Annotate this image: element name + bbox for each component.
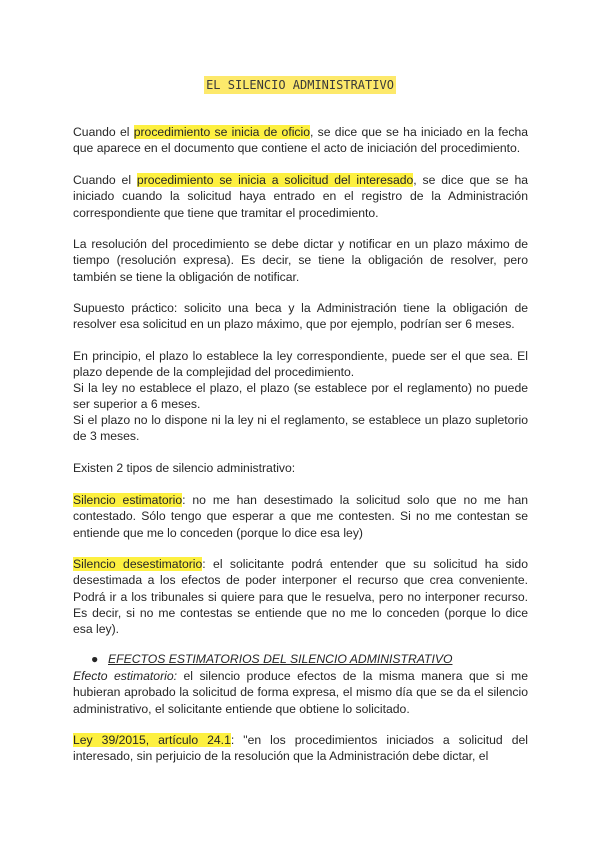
p1-pre: Cuando el <box>73 125 134 139</box>
p8-highlight: Silencio desestimatorio <box>73 557 203 571</box>
bullet-heading: EFECTOS ESTIMATORIOS DEL SILENCIO ADMINISTRATIVO <box>108 652 453 666</box>
paragraph-ley <box>73 732 528 765</box>
title-text: EL SILENCIO ADMINISTRATIVO <box>206 78 394 92</box>
p10-highlight: Ley 39/2015, artículo 24.1 <box>73 733 231 747</box>
p1-post: , se dice que se ha iniciado en la fecha que aparece en el documento que contiene el acto de iniciación del procedimiento. <box>73 125 529 156</box>
p8-post: : el solicitante podrá entender que su solicitud ha sido desestimada a los efectos de poder interponer el recurso que crea conveniente. Podrá ir a los tribunales si quiere para que le resuelva, pero no interponer recurso. Es decir, si no me contestas se entiende que no me lo conceden (porque lo dice esa ley). <box>73 557 528 637</box>
p2-highlight: procedimiento se inicia a solicitud del interesado <box>136 173 414 187</box>
p1-highlight: procedimiento se inicia de oficio <box>133 125 311 139</box>
p7-post: : no me han desestimado la solicitud solo que no me han contestado. Sólo tengo que esperar a que me contesten. Si no me contestan se entiende que me lo conceden (porque lo dice esa ley) <box>73 493 528 540</box>
paragraph-desestimatorio <box>73 556 528 637</box>
paragraph-oficio <box>73 124 528 157</box>
p10-post: : "en los procedimientos iniciados a solicitud del interesado, sin perjuicio de la resolución que la Administración debe dictar, el <box>73 733 528 764</box>
p9-post: el silencio produce efectos de la misma manera que si me hubieran aprobado la solicitud de forma expresa, el mismo día que se da el silencio administrativo, el solicitante entiende que obtiene lo solicitado. <box>73 669 528 716</box>
p9-em: Efecto estimatorio: <box>73 669 178 683</box>
paragraph-solicitud <box>73 172 528 221</box>
paragraph-plazo-1: En principio, el plazo lo establece la ley correspondiente, puede ser el que sea. El plazo depende de la complejidad del procedimiento. <box>73 349 528 380</box>
p2-pre: Cuando el <box>73 173 137 187</box>
paragraph-plazo-3: Si el plazo no lo dispone ni la ley ni el reglamento, se establece un plazo supletorio de 3 meses. <box>73 413 528 444</box>
paragraph-tipos: Existen 2 tipos de silencio administrativo: <box>73 461 296 475</box>
paragraph-plazo-2: Si la ley no establece el plazo, el plazo (se establece por el reglamento) no puede ser superior a 6 meses. <box>73 381 528 412</box>
paragraph-supuesto: Supuesto práctico: solicito una beca y la Administración tiene la obligación de resolver esa solicitud en un plazo máximo, que por ejemplo, podrían ser 6 meses. <box>73 301 528 332</box>
paragraph-efecto-estimatorio <box>73 668 528 717</box>
bullet-dot-icon: ● <box>91 652 99 666</box>
p2-post: , se dice que se ha iniciado cuando la solicitud haya entrado en el registro de la Administración correspondiente que tiene que tramitar el procedimiento. <box>73 173 528 220</box>
paragraph-resolucion: La resolución del procedimiento se debe dictar y notificar en un plazo máximo de tiempo (resolución expresa). Es decir, se tiene la obligación de resolver, pero también se tiene la obligación de notificar. <box>73 237 528 284</box>
p7-highlight: Silencio estimatorio <box>73 493 183 507</box>
document-title <box>0 78 600 92</box>
paragraph-estimatorio <box>73 492 528 541</box>
